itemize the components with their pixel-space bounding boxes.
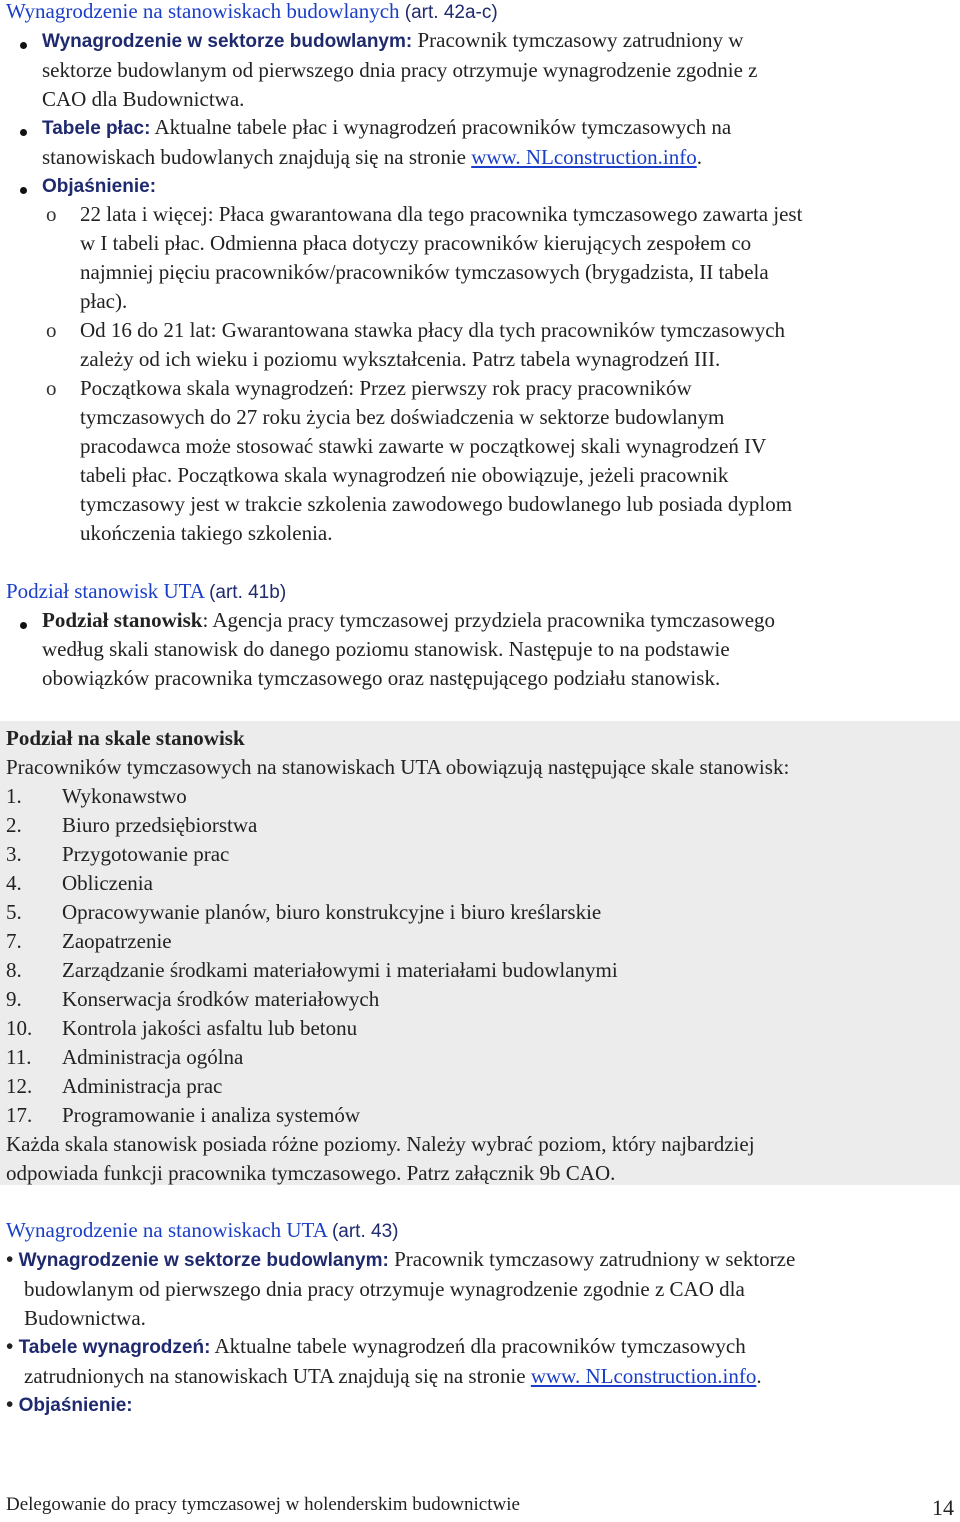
sub-text: w I tabeli płac. [80,231,205,255]
bullet-text: Budownictwa. [24,1306,146,1330]
bullet-text: : Agencja pracy tymczasowej przydziela pracownika tymczasowego [202,608,776,632]
job-scale-item [6,985,960,1014]
job-scale-number: 12. [6,1074,33,1098]
job-scale-label: Obliczenia [62,871,153,895]
job-scale-label: Administracja prac [62,1074,223,1098]
bullet-wynagrodzenie-budowlane [42,26,758,114]
job-scale-item [6,927,960,956]
bullet-tail: . [756,1364,762,1388]
bullet-objasnienie-uta [6,1390,133,1420]
circle-bullet-icon: o [46,202,57,226]
bullet-text: budowlanym od pierwszego dnia pracy otrzymuje wynagrodzenie zgodnie z CAO dla [24,1277,745,1301]
bullet-tabele-plac [42,113,731,172]
job-scale-item [6,1043,960,1072]
sub-bullet-22-lata [80,200,802,316]
bullet-objasnienie [42,171,156,201]
heading-ref: (art. 42a-c) [404,2,498,23]
sub-text: pracodawca może stosować stawki zawarte w początkowej skali wynagrodzeń IV [80,434,767,458]
bullet-label: Tabele płac: [42,118,151,139]
bullet-text: stanowiskach budowlanych znajdują się na stronie [42,145,466,169]
box-outro: Każda skala stanowisk posiada różne poziomy. Należy wybrać poziom, który najbardziej [6,1132,755,1156]
job-scale-list [6,782,960,1130]
job-scale-item [6,782,960,811]
bullet-icon [20,129,27,136]
bullet-text: Pracownik tymczasowy zatrudniony w [417,28,744,52]
bullet-text: Aktualne tabele wynagrodzeń dla pracowników tymczasowych [214,1334,746,1358]
bullet-text: CAO dla Budownictwa. [42,87,245,111]
bullet-label: Wynagrodzenie w sektorze budowlanym: [42,31,413,52]
job-scale-label: Konserwacja środków materiałowych [62,987,380,1011]
sub-text: Początkowa skala wynagrodzeń nie obowiązuje, jeżeli pracownik [177,463,729,487]
sub-bullet-poczatkowa-skala [80,374,792,548]
bullet-icon: • [6,1392,14,1416]
job-scale-number: 10. [6,1016,33,1040]
sub-text: ukończenia takiego szkolenia. [80,521,333,545]
sub-text: Patrz tabela wynagrodzeń III. [471,347,721,371]
sub-text: tabeli płac. [80,463,173,487]
box-title: Podział na skale stanowisk [6,726,245,750]
job-scale-number: 8. [6,958,22,982]
bullet-text: obowiązków pracownika tymczasowego oraz następującego podziału stanowisk. [42,666,721,690]
bullet-icon: • [6,1247,14,1271]
heading-title: Wynagrodzenie na stanowiskach budowlanych [6,0,400,23]
section-3-heading [6,1216,398,1246]
job-scale-number: 5. [6,900,22,924]
bullet-label: Objaśnienie: [18,1395,133,1416]
job-scale-label: Opracowywanie planów, biuro konstrukcyjne i biuro kreślarskie [62,900,602,924]
job-scales-box [0,721,960,1185]
heading-title: Wynagrodzenie na stanowiskach UTA [6,1218,327,1242]
bullet-icon: • [6,1334,14,1358]
job-scale-number: 11. [6,1045,32,1069]
sub-text: zależy od ich wieku i poziomu wykształcenia. [80,347,467,371]
bullet-text: według skali stanowisk do danego poziomu stanowisk. Następuje to na podstawie [42,637,730,661]
sub-bullet-16-21-lat [80,316,785,374]
job-scale-label: Programowanie i analiza systemów [62,1103,360,1127]
bullet-tail: . [696,145,702,169]
job-scale-number: 1. [6,784,22,808]
job-scale-label: Zaopatrzenie [62,929,172,953]
job-scale-label: Administracja ogólna [62,1045,244,1069]
job-scale-number: 7. [6,929,22,953]
section-2-heading [6,577,286,607]
bullet-icon [20,622,27,629]
sub-text: najmniej pięciu pracowników/pracowników tymczasowych (brygadzista, II tabela [80,260,769,284]
heading-ref: (art. 43) [331,1221,399,1242]
page-number: 14 [932,1495,954,1520]
bullet-text: Pracownik tymczasowy zatrudniony w sektorze [394,1247,796,1271]
heading-ref: (art. 41b) [209,582,287,603]
bullet-label: Objaśnienie: [42,176,157,197]
job-scale-number: 17. [6,1103,33,1127]
job-scale-item [6,811,960,840]
box-outro: odpowiada funkcji pracownika tymczasowego. Patrz załącznik 9b CAO. [6,1161,616,1185]
bullet-tabele-wynagrodzen [6,1332,762,1391]
sub-text: 22 lata i więcej: Płaca gwarantowana dla tego pracownika tymczasowego zawarta jest [80,202,803,226]
footer-text: Delegowanie do pracy tymczasowej w holenderskim budownictwie [6,1494,520,1515]
bullet-text: Aktualne tabele płac i wynagrodzeń pracowników tymczasowych na [154,115,732,139]
job-scale-item [6,1014,960,1043]
job-scale-label: Wykonawstwo [62,784,187,808]
sub-text: płac). [80,289,128,313]
bullet-label: Podział stanowisk [42,608,203,632]
job-scale-item [6,1072,960,1101]
sub-text: Od 16 do 21 lat: Gwarantowana stawka płacy dla tych pracowników tymczasowych [80,318,786,342]
circle-bullet-icon: o [46,376,57,400]
job-scale-item [6,840,960,869]
heading-title: Podział stanowisk UTA [6,579,204,603]
bullet-label: Wynagrodzenie w sektorze budowlanym: [18,1250,389,1271]
job-scale-number: 4. [6,871,22,895]
circle-bullet-icon: o [46,318,57,342]
section-1-heading [6,0,498,27]
sub-text: tymczasowych do 27 roku życia bez doświadczenia w sektorze budowlanym [80,405,725,429]
job-scale-label: Przygotowanie prac [62,842,230,866]
job-scale-label: Zarządzanie środkami materiałowymi i materiałami budowlanymi [62,958,618,982]
bullet-icon [20,42,27,49]
job-scale-item [6,898,960,927]
bullet-wynagrodzenie-uta [6,1245,795,1333]
nlconstruction-link[interactable]: www. NLconstruction.info [530,1364,757,1388]
bullet-text: sektorze budowlanym od pierwszego dnia pracy otrzymuje wynagrodzenie zgodnie z [42,58,758,82]
nlconstruction-link[interactable]: www. NLconstruction.info [471,145,697,169]
bullet-label: Tabele wynagrodzeń: [18,1337,211,1358]
sub-text: tymczasowy jest w trakcie szkolenia zawodowego budowlanego lub posiada dyplom [80,492,793,516]
sub-text: Początkowa skala wynagrodzeń: Przez pierwszy rok pracy pracowników [80,376,692,400]
bullet-text: zatrudnionych na stanowiskach UTA znajdują się na stronie [24,1364,526,1388]
job-scale-label: Kontrola jakości asfaltu lub betonu [62,1016,358,1040]
bullet-podzial-stanowisk [42,606,775,693]
job-scale-number: 9. [6,987,22,1011]
job-scale-number: 3. [6,842,22,866]
box-intro: Pracowników tymczasowych na stanowiskach UTA obowiązują następujące skale stanowisk: [6,755,790,779]
job-scale-number: 2. [6,813,22,837]
sub-text: Odmienna płaca dotyczy pracowników kierujących zespołem co [210,231,752,255]
job-scale-item [6,956,960,985]
bullet-icon [20,187,27,194]
job-scale-item [6,869,960,898]
job-scale-label: Biuro przedsiębiorstwa [62,813,258,837]
job-scale-item [6,1101,960,1130]
